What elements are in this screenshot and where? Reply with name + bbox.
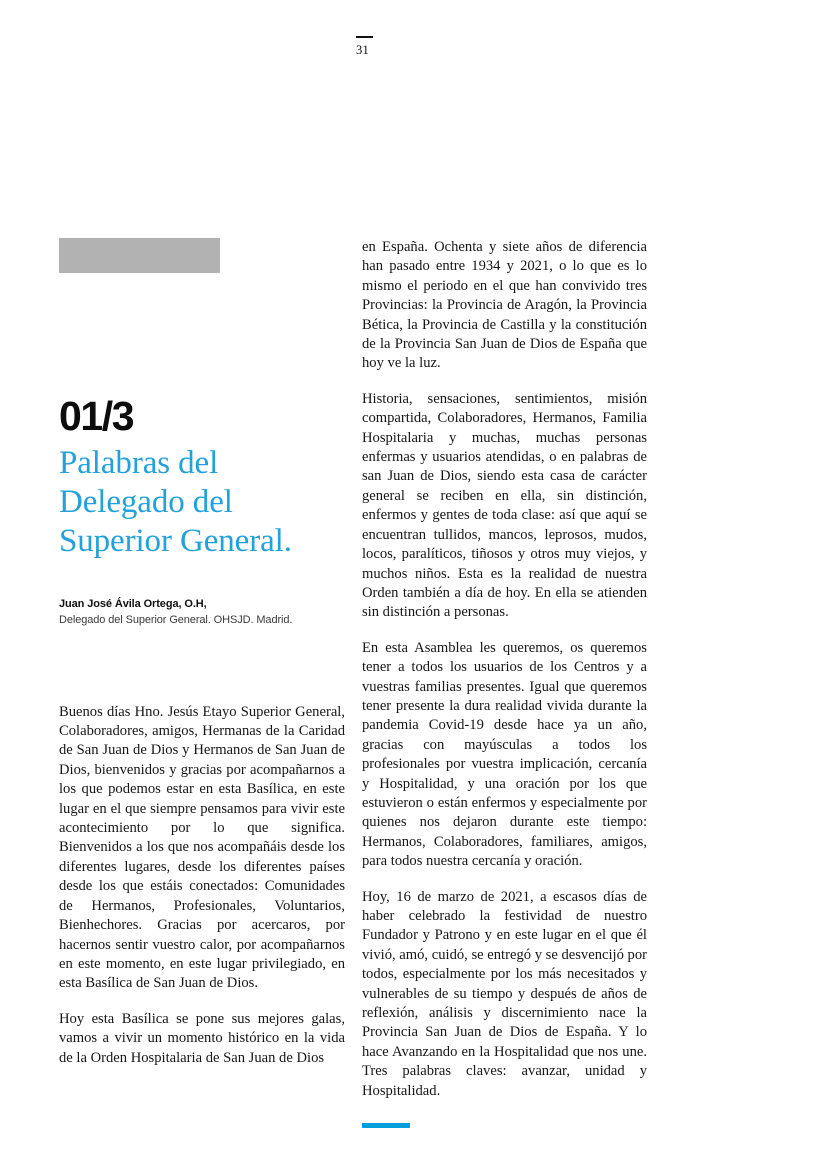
chapter-heading-group xyxy=(59,393,345,561)
page-folio xyxy=(356,36,416,57)
paragraph: Hoy esta Basílica se pone sus mejores galas, vamos a vivir un momento histórico en la vida de la Orden Hospitalaria de San Juan de Dios xyxy=(59,1010,345,1066)
paragraph: Historia, sensaciones, sentimientos, misión compartida, Colaboradores, Hermanos, Familia Hospitalaria y muchas, muchas personas enfermas y usuarios atendidas, o en palabras de san Juan de Dios, siendo esta casa de carácter general se reciben en ella, sin distinción, enfermos y gentes de toda clase: así que aquí se encuentran tullidos, mancos, leprosos, mudos, locos, paralíticos, tiñosos y otros muy viejos, y muchos niños. Esta es la realidad de nuestra Orden también a día de hoy. En ella se atienden sin distinción a personas. xyxy=(362,390,647,621)
author-byline xyxy=(59,597,345,629)
paragraph: En esta Asamblea les queremos, os queremos tener a todos los usuarios de los Centros y a vuestras familias presentes. Igual que queremos tener presente la dura realidad vivida durante la pandemia Covid-19 desde hace ya un año, gracias con mayúsculas a todos los profesionales por vuestra implicación, cercanía y Hospitalidad, y una oración por los que estuvieron o están enfermos y especialmente por quienes nos dejaron durante este tiempo: Hermanos, Colaboradores, familiares, amigos, para todos nuestra cercanía y oración. xyxy=(362,639,647,870)
section-end-rule xyxy=(362,1123,410,1128)
paragraph: Buenos días Hno. Jesús Etayo Superior General, Colaboradores, amigos, Hermanas de la Caridad de San Juan de Dios y Hermanos de San Juan de Dios, bienvenidos y gracias por acompañarnos a los que podemos estar en esta Basílica, en este lugar en el que siempre pensamos para vivir este acontecimiento por lo que significa. Bienvenidos a los que nos acompañáis desde los diferentes lugares, desde los diferentes países desde los que estáis conectados: Comunidades de Hermanos, Profesionales, Voluntarios, Bienhechores. Gracias por acercaros, por hacernos sentir vuestro calor, por acompañarnos en este momento, en este lugar privilegiado, en esta Basílica de San Juan de Dios. xyxy=(59,703,345,992)
left-column-body xyxy=(59,703,345,1068)
paragraph: en España. Ochenta y siete años de diferencia han pasado entre 1934 y 2021, o lo que es lo mismo el periodo en el que han convivido tres Provincias: la Provincia de Aragón, la Provincia Bética, la Provincia de Castilla y la constitución de la Provincia San Juan de Dios de España que hoy ve la luz. xyxy=(362,239,647,372)
author-name: Juan José Ávila Ortega, O.H, xyxy=(59,597,207,610)
paragraph: Hoy, 16 de marzo de 2021, a escasos días de haber celebrado la festividad de nuestro Fundador y Patrono y en este lugar en el que él vivió, amó, cuidó, se entregó y se desvencijó por todos, especialmente por los más necesitados y vulnerables de su tiempo y después de años de reflexión, análisis y discernimiento nace la Provincia San Juan de Dios de España. Y lo hace Avanzando en la Hospitalidad que nos une. Tres palabras claves: avanzar, unidad y Hospitalidad. xyxy=(362,888,647,1099)
author-role: Delegado del Superior General. OHSJD. Madrid. xyxy=(59,613,293,626)
folio-rule-icon xyxy=(356,36,373,38)
right-column xyxy=(362,238,647,1128)
left-column xyxy=(59,238,345,1068)
chapter-number: 01/3 xyxy=(59,393,134,439)
page-title: Palabras del Delegado del Superior General. xyxy=(59,444,292,559)
page-number: 31 xyxy=(356,43,369,57)
image-placeholder xyxy=(59,238,220,273)
